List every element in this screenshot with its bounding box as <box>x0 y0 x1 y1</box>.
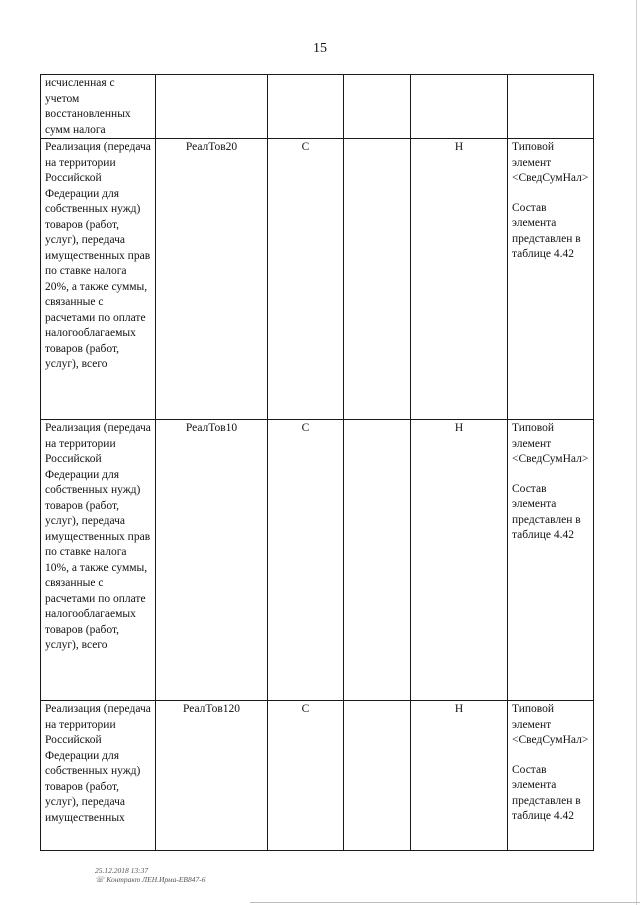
note-text: Состав элемента представлен в таблице 4.42 <box>512 482 581 541</box>
element-required-cell: Н <box>411 420 508 701</box>
note-text: Состав элемента представлен в таблице 4.42 <box>512 763 581 822</box>
footer-stamp <box>95 866 205 884</box>
note-text: Типовой элемент <СведСумНал> <box>512 422 589 465</box>
table-row <box>41 420 594 701</box>
elements-table <box>40 74 594 851</box>
element-required-cell: Н <box>411 139 508 420</box>
element-name-cell: Реализация (передача на территории Российской Федерации для собственных нужд) товаров (работ, услуг), передача имущественных прав по ставке налога 20%, а также суммы, связанные с расчетами по оплате налогооблагаемых товаров (работ, услуг), всего <box>41 139 156 420</box>
footer-doc-id: ☏ Контракт ЛЕН.Ирма-ЕВ847-6 <box>95 875 206 884</box>
element-format-cell <box>344 420 411 701</box>
element-name-cell: Реализация (передача на территории Российской Федерации для собственных нужд) товаров (работ, услуг), передача имущественных прав по ставке налога 10%, а также суммы, связанные с расчетами по оплате налогооблагаемых товаров (работ, услуг), всего <box>41 420 156 701</box>
element-type-cell: С <box>268 701 344 851</box>
scan-edge-line <box>636 0 637 905</box>
note-text: Типовой элемент <СведСумНал> <box>512 141 589 184</box>
element-format-cell <box>344 139 411 420</box>
element-type-cell <box>268 75 344 139</box>
table-row <box>41 701 594 851</box>
note-text: Типовой элемент <СведСумНал> <box>512 703 589 746</box>
element-code-cell: РеалТов20 <box>156 139 268 420</box>
element-name-cell: исчисленная с учетом восстановленных сумм налога <box>41 75 156 139</box>
scan-edge-line-bottom <box>250 902 640 903</box>
element-code-cell <box>156 75 268 139</box>
element-name-cell: Реализация (передача на территории Российской Федерации для собственных нужд) товаров (работ, услуг), передача имущественных <box>41 701 156 851</box>
element-type-cell: С <box>268 420 344 701</box>
element-format-cell <box>344 701 411 851</box>
table-row <box>41 139 594 420</box>
element-format-cell <box>344 75 411 139</box>
footer-timestamp: 25.12.2018 13:37 <box>95 866 149 875</box>
element-required-cell <box>411 75 508 139</box>
element-note-cell <box>508 139 594 420</box>
element-note-cell <box>508 75 594 139</box>
element-code-cell: РеалТов10 <box>156 420 268 701</box>
element-required-cell: Н <box>411 701 508 851</box>
element-code-cell: РеалТов120 <box>156 701 268 851</box>
element-note-cell <box>508 701 594 851</box>
table-row <box>41 75 594 139</box>
element-type-cell: С <box>268 139 344 420</box>
element-note-cell <box>508 420 594 701</box>
page-number: 15 <box>313 41 327 56</box>
note-text: Состав элемента представлен в таблице 4.42 <box>512 201 581 260</box>
